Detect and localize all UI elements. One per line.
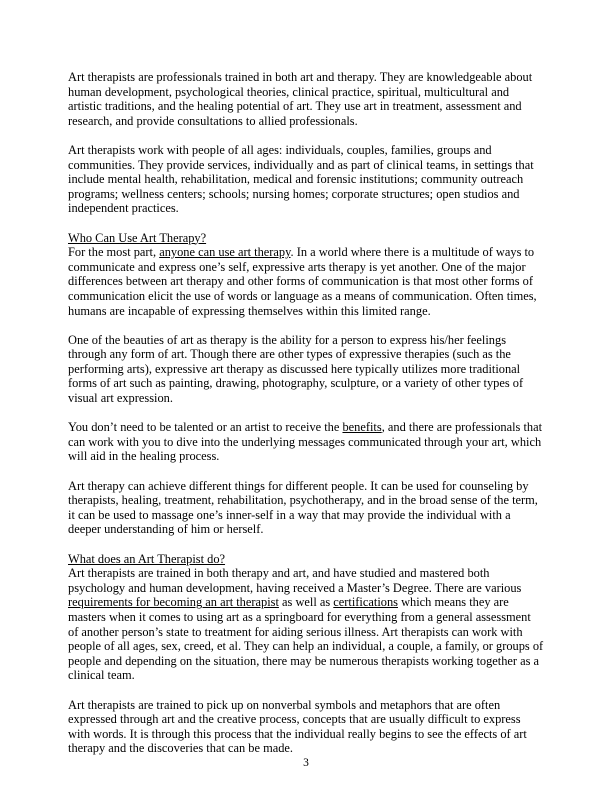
- text-run: For the most part,: [68, 245, 160, 260]
- section-heading: [68, 552, 544, 567]
- text-run: Art therapists work with people of all ages: individuals, couples, families, groups and communities. They provide services, individually and as part of clinical teams, in settings that include mental health, rehabilitation, medical and forensic institutions; community outreach programs; wellness centers; schools; nursing homes; corporate structures; open studios and independent practices.: [68, 142, 534, 216]
- page-number: 3: [303, 757, 309, 769]
- paragraph: [68, 566, 544, 683]
- document-content: [68, 70, 544, 771]
- inline-link[interactable]: requirements for becoming an art therapist: [68, 595, 279, 610]
- text-run: You don’t need to be talented or an artist to receive the: [68, 420, 343, 435]
- text-run: Art therapists are professionals trained in both art and therapy. They are knowledgeable about human development, psychological theories, clinical practice, spiritual, multicultural and artistic traditions, and the healing potential of art. They use art in treatment, assessment and research, and provide consultations to allied professionals.: [68, 70, 533, 128]
- text-run: , and there are professionals that can work with you to dive into the underlying messages communicated through your art, which will aid in the healing process.: [68, 420, 543, 464]
- paragraph: [68, 143, 544, 216]
- paragraph: [68, 245, 544, 318]
- text-run: Who Can Use Art Therapy?: [68, 230, 207, 245]
- inline-link[interactable]: benefits: [342, 420, 382, 435]
- inline-link[interactable]: anyone can use art therapy: [159, 245, 291, 260]
- text-run: What does an Art Therapist do?: [68, 551, 226, 566]
- text-run: which means they are masters when it comes to using art as a springboard for everything from a general assessment of another person’s state to treatment for aiding serious illness. Art therapists can work with people of all ages, sex, creed, et al. They can help an individual, a couple, a family, or groups of people and depending on the situation, there may be numerous therapists working together as a clinical team.: [68, 595, 544, 683]
- paragraph: [68, 70, 544, 128]
- paragraph: [68, 479, 544, 537]
- text-run: Art therapy can achieve different things for different people. It can be used for counseling by therapists, healing, treatment, rehabilitation, psychotherapy, and in the broad sense of the term, it can be used to massage one’s inner-self in a way that may provide the individual with a deeper understanding of him or herself.: [68, 478, 538, 537]
- text-run: Art therapists are trained to pick up on nonverbal symbols and metaphors that are often expressed through art and the creative process, concepts that are usually difficult to express with words. It is through this process that the individual really begins to see the effects of art therapy and the discoveries that can be made.: [68, 697, 527, 756]
- text-run: Art therapists are trained in both therapy and art, and have studied and mastered both psychology and human development, having received a Master’s Degree. There are various: [68, 566, 522, 595]
- text-run: One of the beauties of art as therapy is the ability for a person to express his/her feelings through any form of art. Though there are other types of expressive therapies (such as the performing arts), expressive art therapy as discussed here typically utilizes more traditional forms of art such as painting, drawing, photography, sculpture, or a variety of other types of visual art expression.: [68, 332, 524, 406]
- text-run: . In a world where there is a multitude of ways to communicate and express one’s self, expressive arts therapy is yet another. One of the major differences between art therapy and other forms of communication is that most other forms of communication elicit the use of words or language as a means of communication. Often times, humans are incapable of expressing themselves within this limited range.: [68, 245, 537, 318]
- section-heading: [68, 231, 544, 246]
- paragraph: [68, 333, 544, 406]
- paragraph: [68, 698, 544, 756]
- text-run: as well as: [278, 595, 334, 610]
- paragraph: [68, 420, 544, 464]
- inline-link[interactable]: certifications: [333, 595, 398, 610]
